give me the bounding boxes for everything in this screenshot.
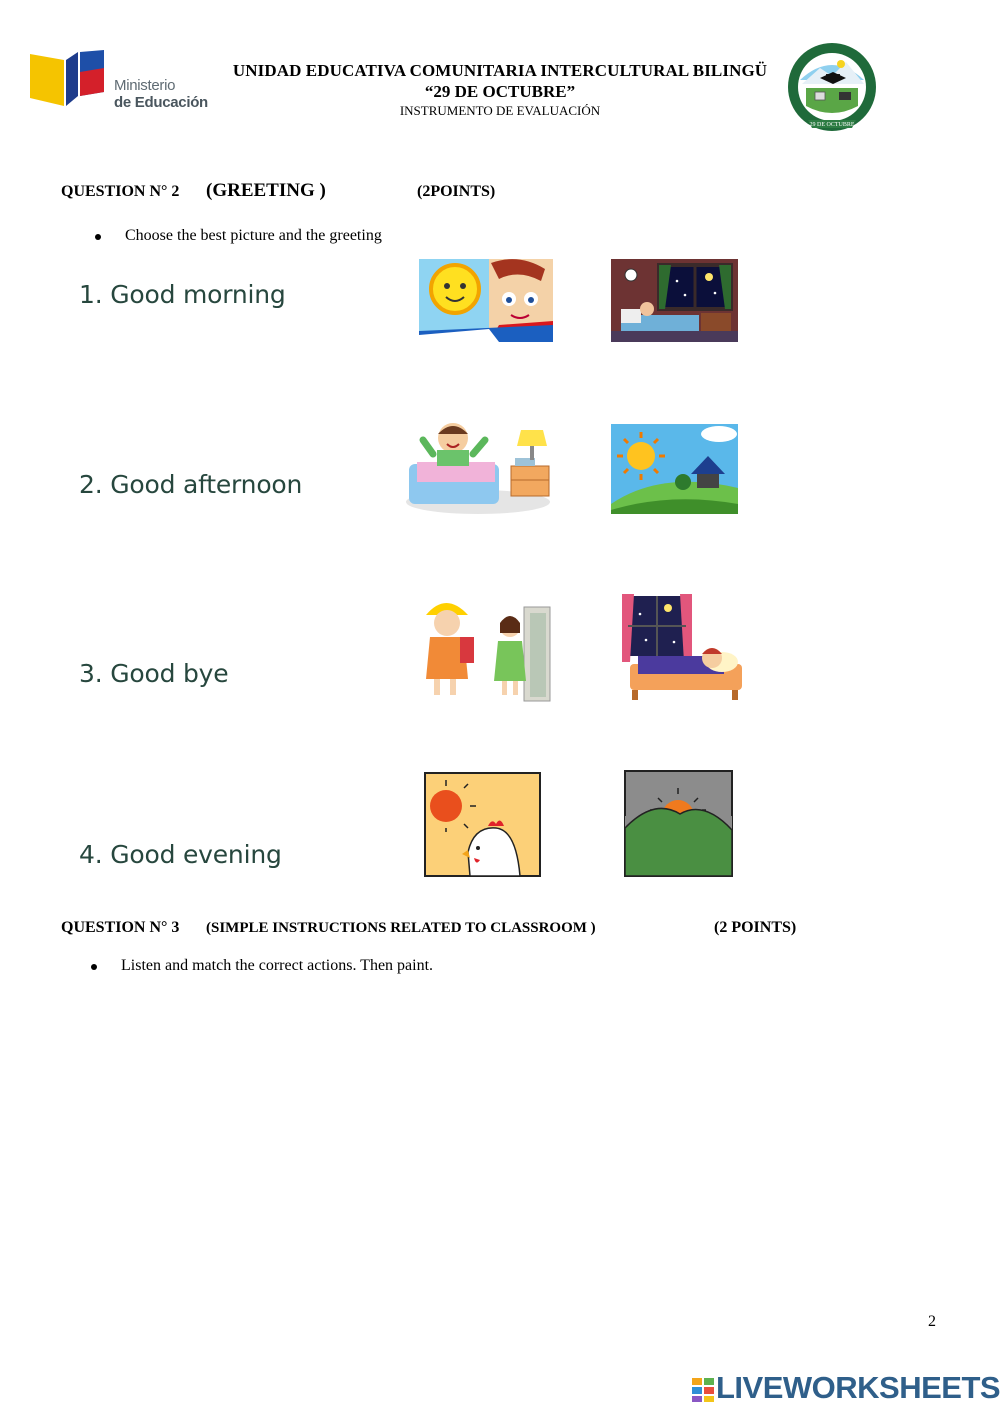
picture-sunset-hills[interactable] xyxy=(624,770,733,877)
svg-text:29 DE OCTUBRE: 29 DE OCTUBRE xyxy=(809,122,855,128)
bullet-icon xyxy=(91,964,97,970)
bullet-icon xyxy=(95,234,101,240)
school-subtitle: “29 DE OCTUBRE” xyxy=(424,82,576,101)
greeting-label-4: 4. Good evening xyxy=(79,840,282,869)
question-2-title: QUESTION N° 2 xyxy=(61,183,180,200)
question-2-points: (2POINTS) xyxy=(417,183,496,200)
greeting-label-2: 2. Good afternoon xyxy=(79,470,303,499)
ministry-name: Ministerio de Educación xyxy=(114,77,208,111)
liveworksheets-logo[interactable] xyxy=(692,1370,1000,1406)
school-name: UNIDAD EDUCATIVA COMUNITARIA INTERCULTURAL BILINGÜ xyxy=(232,61,768,80)
question-2-topic: (GREETING ) xyxy=(206,180,326,201)
greeting-label-1: 1. Good morning xyxy=(79,280,286,309)
picture-night-bedroom-reading[interactable] xyxy=(611,259,738,342)
question-3-topic: (SIMPLE INSTRUCTIONS RELATED TO CLASSROOM ) xyxy=(206,920,596,936)
page-number: 2 xyxy=(928,1313,936,1330)
liveworksheets-icon xyxy=(692,1378,714,1402)
instruction-text: Choose the best picture and the greeting xyxy=(125,227,382,244)
instruction-text: Listen and match the correct actions. Then paint. xyxy=(121,957,434,974)
ministry-flag-icon xyxy=(30,46,110,112)
picture-afternoon-sun-house[interactable] xyxy=(611,424,738,514)
liveworksheets-wordmark: LIVEWORKSHEETS xyxy=(716,1370,1000,1405)
picture-sunrise-rooster[interactable] xyxy=(424,772,541,877)
greeting-label-3: 3. Good bye xyxy=(79,659,229,688)
school-seal xyxy=(786,40,878,134)
picture-girl-sleeping-night[interactable] xyxy=(620,592,747,702)
picture-boy-waking-in-bed[interactable] xyxy=(403,420,553,515)
picture-girls-waving-goodbye[interactable] xyxy=(420,593,552,703)
question-3-points: (2 POINTS) xyxy=(714,919,797,936)
picture-sun-boy-waking[interactable] xyxy=(419,259,553,342)
document-type: INSTRUMENTO DE EVALUACIÓN xyxy=(399,103,601,118)
question-3-title: QUESTION N° 3 xyxy=(61,919,180,936)
